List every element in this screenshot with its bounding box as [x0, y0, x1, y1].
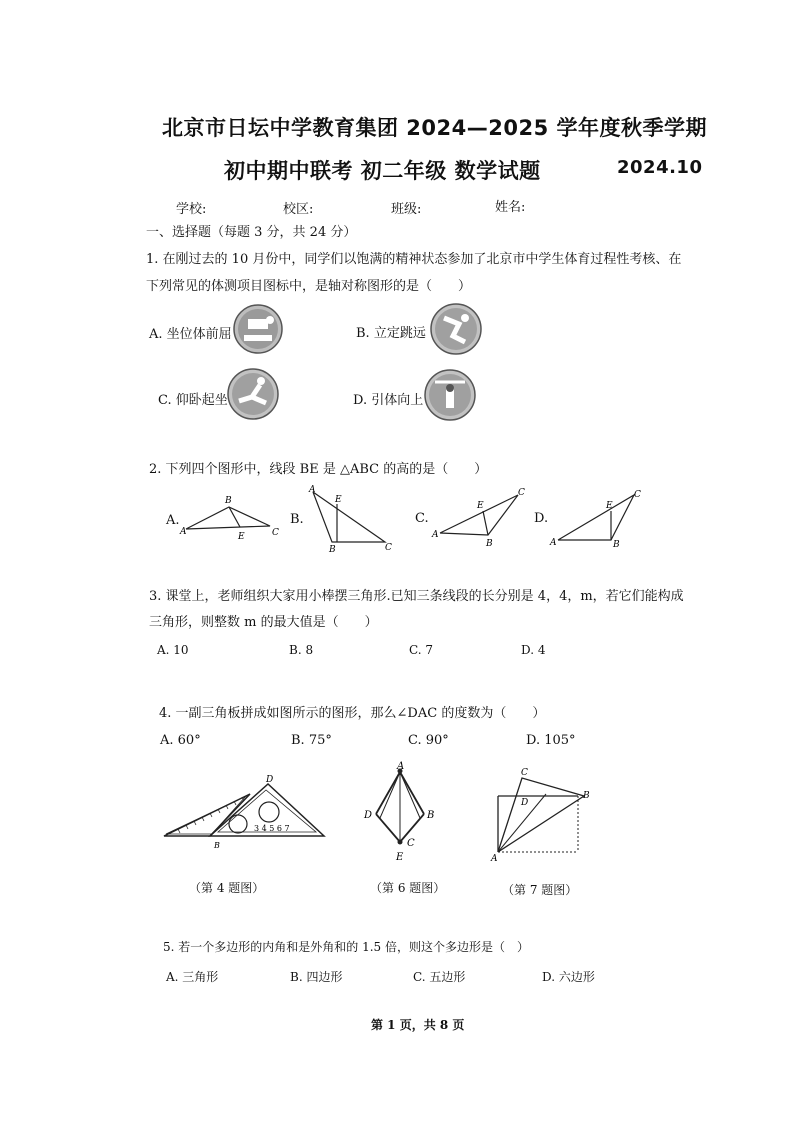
exam-title: 北京市日坛中学教育集团 2024—2025 学年度秋季学期 [162, 116, 708, 140]
label-b: B [613, 540, 620, 550]
fig7-caption: （第 7 题图） [502, 883, 578, 897]
q2-option-d: D. [534, 511, 549, 526]
q5-option-a: A. 三角形 [166, 970, 219, 984]
q4-option-d: D. 105° [526, 733, 576, 748]
q3-option-d: D. 4 [521, 643, 546, 657]
label-c: C [634, 490, 641, 500]
q1-stem-line1: 1. 在刚过去的 10 月份中，同学们以饱满的精神状态参加了北京市中学生体育过程性考核、在 [146, 252, 682, 267]
label-a: A [180, 527, 187, 537]
fig7-folded-rectangle [488, 764, 596, 864]
q3-stem-line2: 三角形，则整数 m 的最大值是（ ） [149, 615, 378, 630]
q4-option-b: B. 75° [291, 733, 332, 748]
label-c: C [518, 488, 525, 498]
label-b: B [225, 496, 232, 506]
fig6-label-a: A [397, 761, 405, 772]
long-jump-icon [429, 302, 483, 356]
q4-stem: 4. 一副三角板拼成如图所示的图形，那么∠DAC 的度数为（ ） [159, 706, 546, 721]
q2-stem: 2. 下列四个图形中，线段 BE 是 △ABC 的高的是（ ） [149, 462, 488, 477]
school-field: 学校: [176, 202, 207, 217]
fig4-label-d: D [266, 775, 274, 785]
q5-option-d: D. 六边形 [542, 970, 595, 984]
fig7-label-b: B [583, 791, 590, 801]
q3-stem-line1: 3. 课堂上，老师组织大家用小棒摆三角形.已知三条线段的长分别是 4，4，m，若它们能构成 [149, 589, 684, 604]
q4-option-a: A. 60° [160, 733, 201, 748]
label-a: A [432, 530, 439, 540]
fig4-caption: （第 4 题图） [189, 881, 265, 895]
label-e: E [606, 501, 613, 511]
class-field: 班级: [391, 202, 422, 217]
fig7-label-c: C [521, 768, 528, 778]
exam-subtitle: 初中期中联考 初二年级 数学试题 [224, 159, 541, 183]
q1-stem-line2: 下列常见的体测项目图标中，是轴对称图形的是（ ） [146, 279, 472, 294]
label-c: C [385, 543, 392, 553]
label-e: E [238, 532, 245, 540]
exam-date: 2024.10 [617, 157, 703, 178]
fig4-label-b: B [214, 841, 220, 850]
q2-option-c: C. [415, 511, 429, 526]
label-e: E [477, 501, 484, 511]
name-field: 姓名: [495, 200, 526, 215]
q2-figure-d [548, 485, 648, 551]
q4-option-c: C. 90° [408, 733, 449, 748]
label-c: C [272, 528, 279, 538]
label-a: A [550, 538, 557, 548]
q5-option-c: C. 五边形 [413, 970, 466, 984]
sit-up-icon [226, 367, 280, 421]
sit-reach-icon [232, 303, 284, 355]
pull-up-icon [423, 368, 477, 422]
q2-option-b: B. [290, 512, 304, 527]
campus-field: 校区: [283, 202, 314, 217]
section-heading: 一、选择题（每题 3 分，共 24 分） [146, 225, 357, 240]
fig6-label-c: C [407, 838, 415, 849]
q1-option-d: D. 引体向上 [353, 393, 424, 408]
q3-option-b: B. 8 [289, 643, 314, 657]
q2-figure-b [305, 482, 397, 554]
fig6-caption: （第 6 题图） [370, 881, 446, 895]
q2-option-a: A. [166, 513, 180, 528]
fig6-label-b: B [427, 810, 435, 821]
q1-option-b: B. 立定跳远 [356, 326, 426, 341]
fig6-label-e: E [396, 852, 404, 863]
q2-figure-a [178, 492, 284, 540]
fig6-kite [360, 760, 444, 864]
q3-option-a: A. 10 [157, 643, 189, 657]
fig7-label-a: A [491, 854, 498, 864]
label-b: B [486, 539, 493, 549]
fig6-label-d: D [364, 810, 373, 821]
fig4-ruler-marks: 3 4 5 6 7 [254, 824, 290, 833]
fig4-triangle-rulers [158, 772, 332, 852]
q2-figure-c [430, 485, 530, 551]
page-number: 第 1 页，共 8 页 [371, 1018, 465, 1032]
label-e: E [335, 495, 342, 505]
label-b: B [329, 545, 336, 554]
q1-option-a: A. 坐位体前屈 [149, 327, 232, 342]
q3-option-c: C. 7 [409, 643, 434, 657]
q5-option-b: B. 四边形 [290, 970, 343, 984]
fig7-label-d: D [521, 798, 529, 808]
label-a: A [309, 485, 316, 495]
q5-stem: 5. 若一个多边形的内角和是外角和的 1.5 倍，则这个多边形是（ ） [163, 940, 529, 954]
q1-option-c: C. 仰卧起坐 [158, 393, 228, 408]
